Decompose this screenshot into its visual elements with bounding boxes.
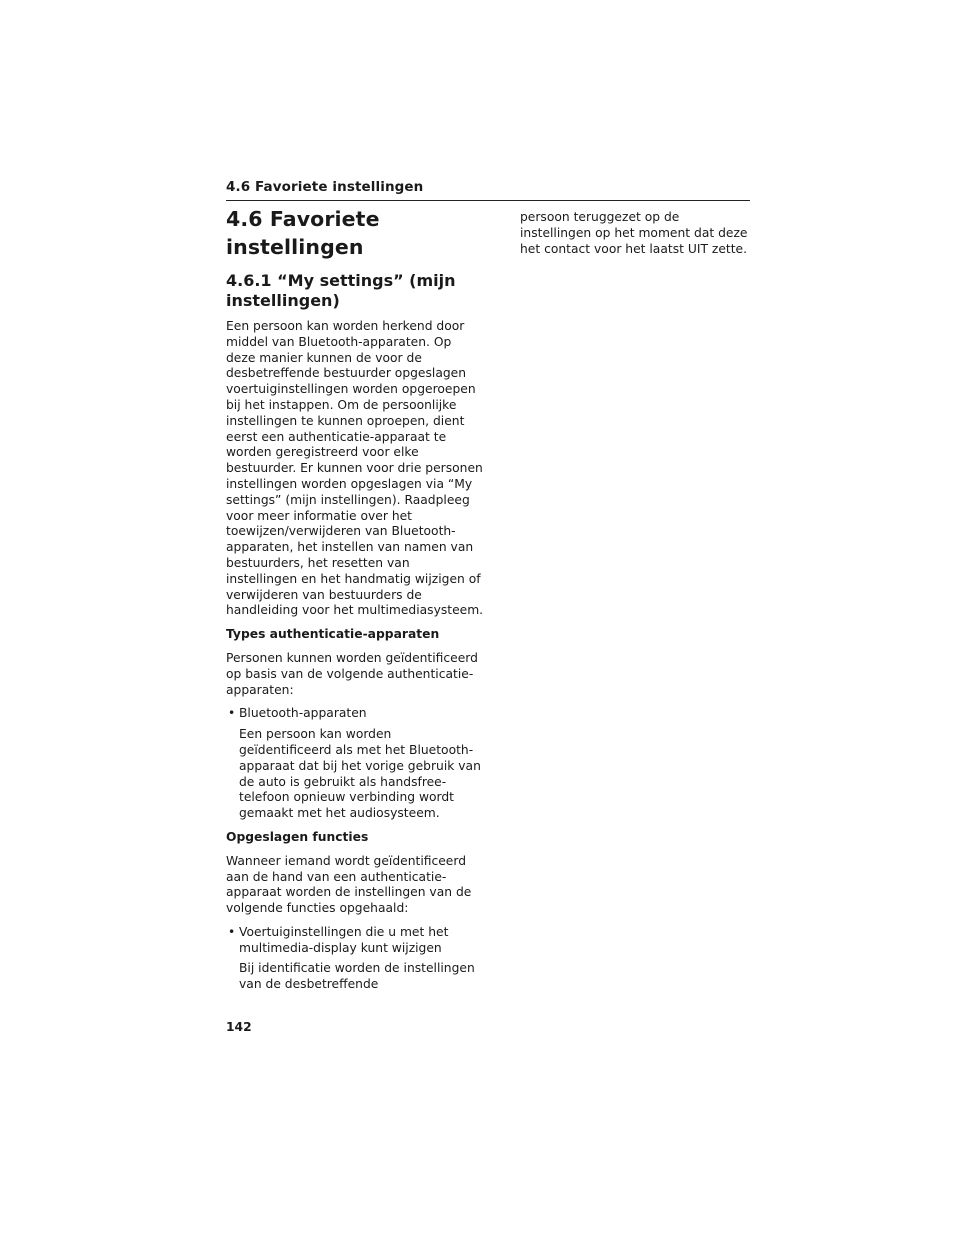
list-item [226, 925, 484, 957]
continuation-paragraph: persoon teruggezet op de instellingen op het moment dat deze het contact voor het laatst UIT zette. [520, 210, 748, 256]
bullet-label: Bluetooth-apparaten [239, 706, 367, 721]
types-paragraph: Personen kunnen worden geïdentificeerd op basis van de volgende authenticatie-apparaten: [226, 650, 478, 697]
page-number: 142 [226, 1020, 252, 1034]
right-column [520, 210, 752, 265]
bullet-description: Bij identificatie worden de instellingen van de desbetreffende [239, 961, 475, 992]
bullet-label: Voertuiginstellingen die u met het multimedia-display kunt wijzigen [239, 924, 449, 955]
bullet-description: Een persoon kan worden geïdentificeerd als met het Bluetooth-apparaat dat bij het vorige gebruik van de auto is gebruikt als handsfree-telefoon opnieuw verbinding wordt gemaakt met het audiosysteem. [239, 727, 481, 821]
subsection-title: 4.6.1 “My settings” (mijn instellingen) [226, 271, 456, 310]
bullet-icon: • [228, 924, 236, 939]
stored-paragraph: Wanneer iemand wordt geïdentificeerd aan de hand van een authenticatie-apparaat worden de instellingen van de volgende functies opgehaald: [226, 853, 472, 916]
left-column [226, 205, 484, 1001]
types-heading: Types authenticatie-apparaten [226, 627, 440, 642]
bullet-icon: • [228, 706, 236, 721]
running-header: 4.6 Favoriete instellingen [226, 179, 750, 201]
list-item [226, 706, 484, 722]
intro-paragraph: Een persoon kan worden herkend door middel van Bluetooth-apparaten. Op deze manier kunnen de voor de desbetreffende bestuurder opgeslagen voertuiginstellingen worden opgeroepen bij het instappen. Om de persoonlijke instellingen te kunnen oproepen, dient eerst een authenticatie-apparaat te worden geregistreerd voor elke bestuurder. Er kunnen voor drie personen instellingen worden opgeslagen via “My settings” (mijn instellingen). Raadpleeg voor meer informatie over het toewijzen/verwijderen van Bluetooth-apparaten, het instellen van namen van bestuurders, het resetten van instellingen en het handmatig wijzigen of verwijderen van bestuurders de handleiding voor het multimediasysteem. [226, 319, 484, 618]
section-title: 4.6 Favoriete instellingen [226, 207, 380, 259]
stored-heading: Opgeslagen functies [226, 829, 369, 844]
